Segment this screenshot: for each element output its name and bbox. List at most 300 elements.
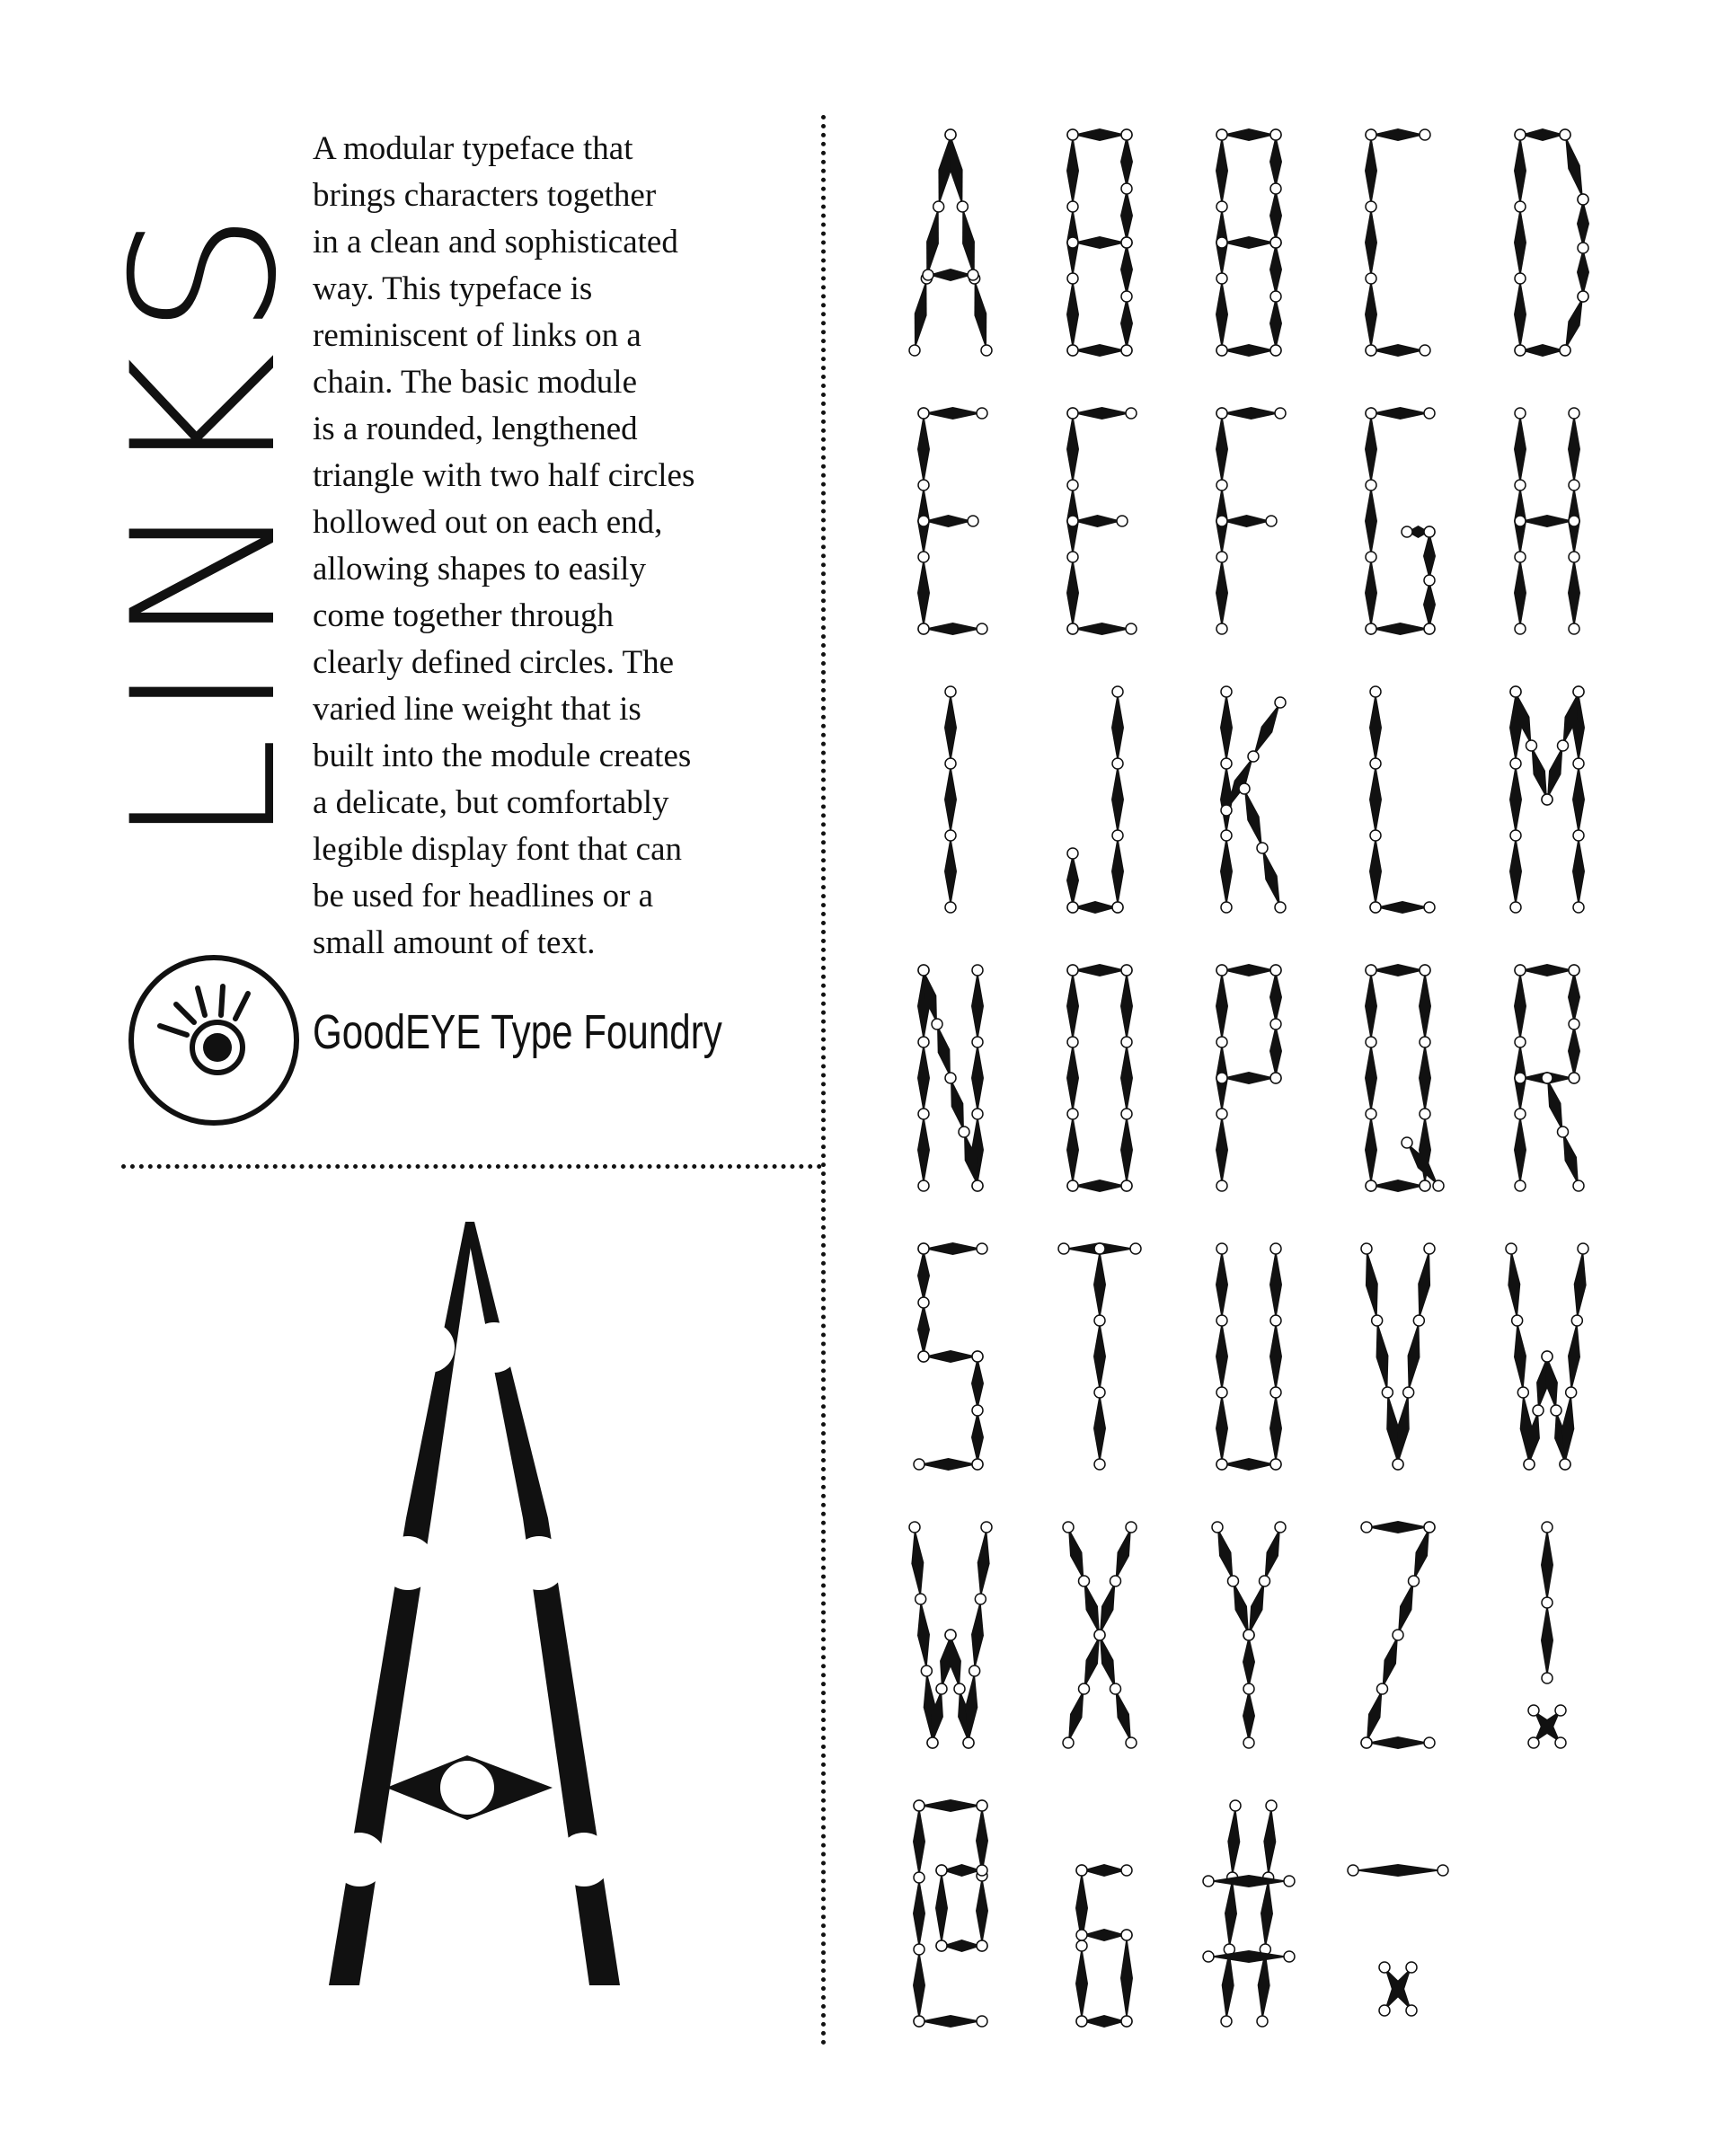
- glyph-joint: [927, 1737, 938, 1748]
- glyph-link: [1398, 1581, 1414, 1635]
- glyph-link: [1249, 1581, 1265, 1635]
- glyph-link: [1369, 835, 1382, 907]
- glyph-joint: [1121, 1930, 1132, 1940]
- glyph-joint: [1228, 1576, 1239, 1586]
- glyph-joint: [1067, 965, 1078, 976]
- glyph-link: [1423, 580, 1436, 629]
- glyph-joint: [945, 830, 956, 841]
- glyph-link: [917, 413, 930, 485]
- glyph-link: [1365, 557, 1377, 629]
- glyph-joint: [1067, 480, 1078, 490]
- glyph-link: [1365, 413, 1377, 485]
- glyph-joint: [1366, 345, 1376, 356]
- glyph-link: [1365, 207, 1377, 278]
- glyph-joint: [1551, 1405, 1561, 1416]
- glyph-joint: [1094, 1459, 1105, 1470]
- glyph-link: [951, 135, 963, 207]
- glyph-joint: [1526, 740, 1537, 751]
- glyph-link: [1216, 970, 1228, 1042]
- glyph-link: [1371, 623, 1429, 635]
- glyph-84: [1058, 1242, 1141, 1470]
- glyph-joint: [1270, 965, 1281, 976]
- glyph-joint: [1270, 129, 1281, 140]
- glyph-link: [1066, 1042, 1079, 1114]
- glyph-link: [1073, 1180, 1127, 1192]
- glyph-joint: [1067, 1109, 1078, 1119]
- glyph-link: [1120, 189, 1133, 243]
- glyph-joint: [1578, 194, 1588, 205]
- glyph-link: [913, 1806, 925, 1878]
- glyph-joint: [1558, 740, 1569, 751]
- glyph-joint: [1270, 1019, 1281, 1029]
- vertical-divider: [821, 115, 826, 2046]
- glyph-link: [1572, 835, 1585, 907]
- glyph-joint: [1424, 408, 1435, 419]
- glyph-joint: [1266, 1800, 1277, 1811]
- glyph-joint: [1406, 2005, 1417, 2016]
- glyph-joint: [1382, 1387, 1393, 1398]
- glyph-joint: [918, 965, 929, 976]
- glyph-joint: [914, 1800, 924, 1811]
- glyph-link: [917, 1303, 930, 1356]
- glyph-link: [1222, 407, 1280, 420]
- logo-lash-1: [176, 1004, 194, 1022]
- glyph-joint: [1067, 237, 1078, 248]
- glyph-joint: [918, 1243, 929, 1254]
- glyph-link: [1365, 135, 1377, 207]
- glyph-link: [1073, 515, 1122, 527]
- glyph-link: [1568, 1024, 1580, 1078]
- glyph-joint: [1216, 1037, 1227, 1047]
- glyph-link: [1075, 1946, 1088, 2021]
- glyph-link: [951, 1078, 964, 1132]
- glyph-joint: [1566, 1387, 1577, 1398]
- glyph-joint: [1266, 516, 1277, 526]
- glyph-joint: [918, 623, 929, 634]
- glyph-joint: [972, 1037, 983, 1047]
- glyph-joint: [1126, 1737, 1137, 1748]
- glyph-link: [1371, 407, 1429, 420]
- glyph-link: [924, 623, 982, 635]
- glyph-joint: [1515, 965, 1526, 976]
- glyph-link: [1269, 1249, 1282, 1321]
- glyph-joint: [1542, 1351, 1552, 1362]
- glyph-link: [1397, 1392, 1410, 1464]
- glyph-joint: [914, 1872, 924, 1883]
- glyph-joint: [1216, 1109, 1227, 1119]
- glyph-joint: [1420, 965, 1430, 976]
- glyph-joint: [923, 270, 933, 280]
- glyph-link: [1568, 1321, 1580, 1392]
- glyph-link: [1216, 413, 1228, 485]
- glyph-joint: [1569, 1019, 1579, 1029]
- logo-lash-3: [221, 986, 223, 1015]
- glyph-link: [1514, 278, 1526, 350]
- glyph-link: [1577, 199, 1589, 248]
- glyph-link: [1073, 964, 1127, 976]
- glyph-joint: [1221, 902, 1232, 913]
- glyph-joint: [1216, 237, 1227, 248]
- glyph-link: [1520, 128, 1565, 141]
- glyph-joint: [1067, 408, 1078, 419]
- glyph-link: [1353, 1864, 1443, 1877]
- glyph-joint: [1578, 243, 1588, 253]
- glyph-joint: [1361, 1522, 1372, 1533]
- glyph-link: [1509, 764, 1522, 835]
- logo-lash-5: [160, 1026, 187, 1035]
- glyph-joint: [1402, 1137, 1412, 1148]
- glyph-link: [1269, 1392, 1282, 1464]
- glyph-joint: [1076, 2016, 1087, 2027]
- glyph-joint: [914, 1944, 924, 1955]
- glyph-joint: [1569, 965, 1579, 976]
- glyph-link: [1269, 243, 1282, 296]
- glyph-joint: [977, 408, 987, 419]
- glyph-joint: [1370, 686, 1381, 697]
- a-joint-low-left: [332, 1833, 386, 1886]
- glyph-link: [937, 1024, 951, 1078]
- glyph-65: [909, 129, 992, 356]
- glyph-joint: [1366, 1180, 1376, 1191]
- glyph-joint: [1366, 623, 1376, 634]
- glyph-joint: [1216, 480, 1227, 490]
- glyph-joint: [977, 1865, 987, 1876]
- glyph-joint: [972, 1459, 983, 1470]
- glyph-link: [971, 1042, 984, 1114]
- glyph-joint: [1533, 1405, 1544, 1416]
- glyph-joint: [977, 1243, 987, 1254]
- glyph-joint: [936, 1683, 947, 1694]
- glyph-link: [1574, 1249, 1587, 1321]
- glyph-link: [944, 835, 957, 907]
- glyph-joint: [1275, 1522, 1286, 1533]
- glyph-link: [976, 1876, 988, 1946]
- glyph-joint: [1424, 623, 1435, 634]
- glyph-33: [1528, 1522, 1566, 1748]
- glyph-joint: [1515, 1109, 1526, 1119]
- glyph-joint: [918, 408, 929, 419]
- glyph-66: [1216, 128, 1282, 357]
- glyph-joint: [1110, 1576, 1121, 1586]
- glyph-link: [1066, 135, 1079, 207]
- glyph-link: [1120, 1042, 1133, 1114]
- glyph-87: [1506, 1243, 1588, 1470]
- a-joint-mid-right: [512, 1536, 566, 1590]
- glyph-joint: [1121, 2016, 1132, 2027]
- glyph-link: [1216, 135, 1228, 207]
- glyph-joint: [1067, 516, 1078, 526]
- glyph-joint: [1212, 1522, 1223, 1533]
- glyph-joint: [972, 1405, 983, 1416]
- glyph-link: [1514, 970, 1526, 1042]
- glyph-joint: [945, 686, 956, 697]
- glyph-link: [1265, 1527, 1281, 1581]
- logo-lash-2: [198, 988, 205, 1015]
- glyph-joint: [1130, 1243, 1141, 1254]
- glyph-joint: [918, 516, 929, 526]
- glyph-87: [909, 1522, 992, 1748]
- glyph-79: [1066, 964, 1133, 1192]
- glyph-83: [914, 1242, 987, 1471]
- glyph-joint: [1270, 345, 1281, 356]
- glyph-joint: [1424, 902, 1435, 913]
- glyph-joint: [1112, 758, 1123, 769]
- glyph-link: [928, 269, 973, 281]
- glyph-link: [1120, 1114, 1133, 1186]
- glyph-joint: [1257, 2016, 1268, 2027]
- glyph-joint: [1510, 902, 1521, 913]
- glyph-joint: [972, 965, 983, 976]
- glyph-joint: [1560, 129, 1570, 140]
- glyph-link: [962, 207, 975, 278]
- glyph-joint: [1270, 237, 1281, 248]
- glyph-joint: [977, 623, 987, 634]
- logo-pupil: [203, 1033, 232, 1062]
- glyph-joint: [1216, 552, 1227, 562]
- glyph-joint: [1216, 1180, 1227, 1191]
- glyph-joint: [981, 1522, 992, 1533]
- glyph-68: [1514, 128, 1589, 357]
- glyph-link: [1365, 278, 1377, 350]
- glyph-link: [1568, 413, 1580, 485]
- glyph-joint: [1216, 345, 1227, 356]
- glyph-joint: [1063, 1522, 1074, 1533]
- glyph-joint: [1372, 1315, 1383, 1326]
- glyph-link: [1222, 515, 1271, 527]
- glyph-link: [1514, 1114, 1526, 1186]
- glyph-joint: [1542, 1073, 1552, 1083]
- glyph-joint: [1270, 1315, 1281, 1326]
- glyph-75: [1220, 686, 1286, 913]
- glyph-joint: [1067, 623, 1078, 634]
- glyph-joint: [1420, 1109, 1430, 1119]
- glyph-joint: [1216, 1459, 1227, 1470]
- glyph-joint: [1515, 273, 1526, 284]
- a-joint-mid-left: [381, 1536, 435, 1590]
- glyph-joint: [1063, 1737, 1074, 1748]
- glyph-70: [1216, 407, 1286, 634]
- glyph-link: [1419, 1042, 1431, 1114]
- glyph-38: [1075, 1864, 1133, 2028]
- glyph-joint: [1366, 129, 1376, 140]
- a-right-upper-link: [465, 1222, 548, 1518]
- glyph-joint: [1438, 1865, 1448, 1876]
- glyph-link: [1419, 970, 1431, 1042]
- glyph-link: [1073, 236, 1127, 249]
- glyph-joint: [1506, 1243, 1517, 1254]
- glyph-link: [1084, 1581, 1101, 1635]
- glyph-link: [1568, 557, 1580, 629]
- glyph-joint: [945, 1073, 956, 1083]
- glyph-link: [1383, 1635, 1399, 1689]
- glyph-joint: [1126, 623, 1137, 634]
- glyph-link: [971, 1356, 984, 1410]
- glyph-link: [1073, 128, 1127, 141]
- glyph-link: [1253, 702, 1280, 756]
- glyph-joint: [1257, 843, 1268, 853]
- glyph-joint: [914, 2016, 924, 2027]
- glyph-link: [919, 1799, 982, 1812]
- glyph-link: [1068, 1689, 1084, 1743]
- glyph-link: [1120, 1935, 1133, 2021]
- glyph-link: [1371, 344, 1425, 357]
- glyph-link: [938, 135, 951, 207]
- glyph-link: [971, 970, 984, 1042]
- glyph-link: [1414, 1527, 1430, 1581]
- glyph-joint: [1112, 902, 1123, 913]
- glyph-link: [1269, 970, 1282, 1024]
- glyph-joint: [936, 1865, 947, 1876]
- glyph-link: [1116, 1527, 1132, 1581]
- glyph-joint: [1366, 201, 1376, 212]
- glyph-joint: [1578, 291, 1588, 302]
- glyph-link: [1369, 692, 1382, 764]
- glyph-joint: [1216, 408, 1227, 419]
- glyph-joint: [1542, 1597, 1552, 1608]
- glyph-joint: [1569, 480, 1579, 490]
- glyph-link: [919, 2015, 982, 2028]
- glyph-specimen-grid: [889, 117, 1635, 2048]
- glyph-link: [1222, 344, 1276, 357]
- glyph-joint: [918, 1037, 929, 1047]
- glyph-link: [1066, 853, 1079, 907]
- glyph-74: [1066, 686, 1124, 914]
- glyph-joint: [1270, 1073, 1281, 1083]
- glyph-joint: [1221, 2016, 1232, 2027]
- glyph-link: [944, 692, 957, 764]
- glyph-joint: [1121, 965, 1132, 976]
- glyph-80: [1216, 964, 1282, 1191]
- glyph-joint: [1560, 345, 1570, 356]
- glyph-72: [1514, 408, 1580, 634]
- glyph-88: [1063, 1522, 1137, 1748]
- glyph-link: [1234, 1581, 1250, 1635]
- glyph-link: [1066, 278, 1079, 350]
- glyph-joint: [1260, 1576, 1270, 1586]
- glyph-joint: [1560, 1459, 1570, 1470]
- glyph-link: [1216, 1321, 1228, 1392]
- glyph-joint: [1076, 1930, 1087, 1940]
- glyph-joint: [1569, 408, 1579, 419]
- glyph-joint: [1393, 1459, 1403, 1470]
- glyph-joint: [1067, 848, 1078, 859]
- glyph-joint: [1203, 1951, 1214, 1962]
- logo-lash-4: [235, 994, 248, 1019]
- glyph-joint: [1121, 1180, 1132, 1191]
- glyph-joint: [1076, 1940, 1087, 1951]
- glyph-joint: [1243, 1630, 1254, 1640]
- glyph-joint: [1366, 1109, 1376, 1119]
- glyph-joint: [1515, 201, 1526, 212]
- glyph-link: [1222, 1072, 1276, 1084]
- glyph-joint: [1121, 1865, 1132, 1876]
- glyph-90: [1361, 1521, 1435, 1749]
- glyph-link: [1376, 1321, 1389, 1392]
- glyph-joint: [1515, 552, 1526, 562]
- glyph-joint: [972, 1180, 983, 1191]
- glyph-link: [1545, 1356, 1558, 1410]
- glyph-link: [1269, 1024, 1282, 1078]
- glyph-81: [1365, 964, 1444, 1192]
- glyph-joint: [1366, 273, 1376, 284]
- glyph-joint: [1270, 1243, 1281, 1254]
- glyph-joint: [1510, 686, 1521, 697]
- glyph-link: [1243, 1635, 1255, 1689]
- glyph-link: [1376, 901, 1429, 914]
- glyph-joint: [1216, 516, 1227, 526]
- glyph-joint: [1573, 758, 1584, 769]
- glyph-link: [1269, 1321, 1282, 1392]
- glyph-45: [1348, 1864, 1448, 2016]
- glyph-joint: [1121, 1109, 1132, 1119]
- glyph-joint: [1569, 516, 1579, 526]
- glyph-joint: [1067, 902, 1078, 913]
- glyph-joint: [1555, 1737, 1566, 1748]
- glyph-link: [1365, 485, 1377, 557]
- glyph-link: [1423, 532, 1436, 580]
- glyph-link: [915, 278, 927, 350]
- glyph-joint: [1270, 291, 1281, 302]
- glyph-joint: [968, 270, 978, 280]
- glyph-link: [1120, 296, 1133, 350]
- glyph-joint: [1569, 1073, 1579, 1083]
- glyph-35: [1203, 1800, 1295, 2027]
- glyph-joint: [1221, 805, 1232, 816]
- glyph-joint: [1406, 1962, 1417, 1973]
- glyph-joint: [918, 1180, 929, 1191]
- glyph-89: [1212, 1522, 1286, 1748]
- glyph-joint: [918, 1109, 929, 1119]
- glyph-joint: [1573, 1180, 1584, 1191]
- glyph-joint: [969, 1666, 980, 1676]
- glyph-joint: [1409, 1576, 1420, 1586]
- glyph-link: [1577, 248, 1589, 296]
- eye-icon: [124, 950, 304, 1130]
- glyph-joint: [936, 1940, 947, 1951]
- glyph-link: [1111, 764, 1124, 835]
- glyph-joint: [977, 1800, 987, 1811]
- glyph-joint: [1067, 1180, 1078, 1191]
- glyph-86: [1361, 1243, 1435, 1470]
- title-wrapper: [90, 117, 320, 925]
- glyph-joint: [918, 1351, 929, 1362]
- glyph-link: [1365, 970, 1377, 1042]
- glyph-link: [1269, 135, 1282, 189]
- glyph-77: [1509, 686, 1585, 913]
- glyph-link: [1514, 557, 1526, 629]
- glyph-link: [1225, 1878, 1237, 1949]
- glyph-joint: [1126, 1522, 1137, 1533]
- glyph-joint: [1079, 1683, 1090, 1694]
- glyph-link: [1120, 243, 1133, 296]
- glyph-link: [1066, 557, 1079, 629]
- glyph-link: [1532, 746, 1548, 800]
- glyph-link: [1371, 964, 1425, 976]
- glyph-link: [1565, 135, 1583, 199]
- glyph-joint: [1578, 1243, 1588, 1254]
- glyph-joint: [1424, 1243, 1435, 1254]
- glyph-link: [1222, 236, 1276, 249]
- glyph-link: [1216, 1392, 1228, 1464]
- glyph-joint: [1542, 1522, 1552, 1533]
- glyph-link: [974, 278, 986, 350]
- glyph-link: [917, 1599, 930, 1671]
- glyph-joint: [1433, 1180, 1444, 1191]
- glyph-link: [1216, 1114, 1228, 1186]
- glyph-joint: [1370, 902, 1381, 913]
- glyph-link: [944, 764, 957, 835]
- glyph-joint: [1216, 1073, 1227, 1083]
